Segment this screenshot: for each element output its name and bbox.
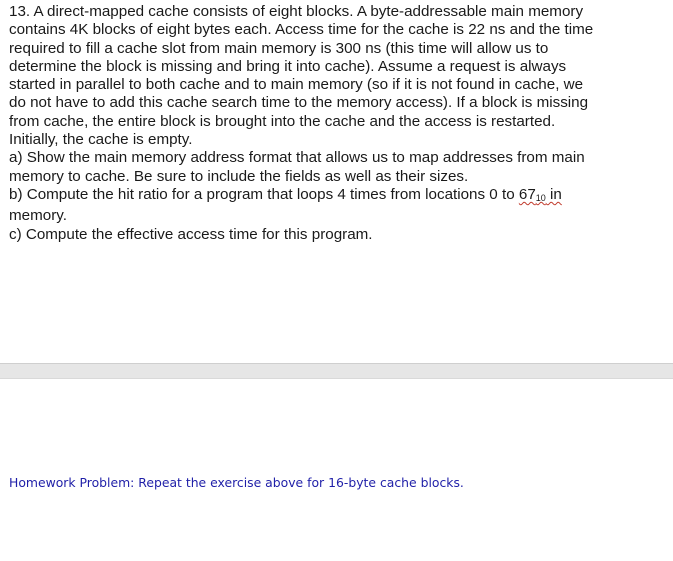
question-line: Initially, the cache is empty. — [9, 131, 193, 149]
spellcheck-underlined-value — [519, 186, 562, 203]
part-b-prefix: b) Compute the hit ratio for a program that loops 4 times from locations 0 to — [9, 185, 519, 203]
part-b-suffix: in — [545, 185, 562, 203]
section-divider-bar — [0, 363, 673, 379]
homework-problem-text: Homework Problem: Repeat the exercise above for 16-byte cache blocks. — [9, 475, 464, 490]
question-line: from cache, the entire block is brought into the cache and the access is restarted. — [9, 112, 556, 130]
part-b-base-subscript: 10 — [535, 192, 546, 203]
part-b-value: 67 — [518, 185, 536, 203]
question-line: determine the block is missing and bring it into cache). Assume a request is always — [9, 57, 567, 75]
question-part-c-line: c) Compute the effective access time for this program. — [9, 225, 373, 243]
question-part-a-line: memory to cache. Be sure to include the fields as well as their sizes. — [9, 167, 469, 185]
question-part-a-line: a) Show the main memory address format that allows us to map addresses from main — [9, 149, 585, 167]
question-line: 13. A direct-mapped cache consists of eight blocks. A byte-addressable main memory — [9, 3, 584, 20]
question-part-b-line — [9, 186, 669, 207]
question-part-b-line: memory. — [9, 207, 67, 225]
question-line: do not have to add this cache search time to the memory access). If a block is missing — [9, 94, 589, 112]
question-13 — [9, 3, 669, 244]
question-line: contains 4K blocks of eight bytes each. Access time for the cache is 22 ns and the time — [9, 21, 594, 39]
question-line: required to fill a cache slot from main memory is 300 ns (this time will allow us to — [9, 39, 549, 57]
question-line: started in parallel to both cache and to main memory (so if it is not found in cache, we — [9, 76, 584, 94]
